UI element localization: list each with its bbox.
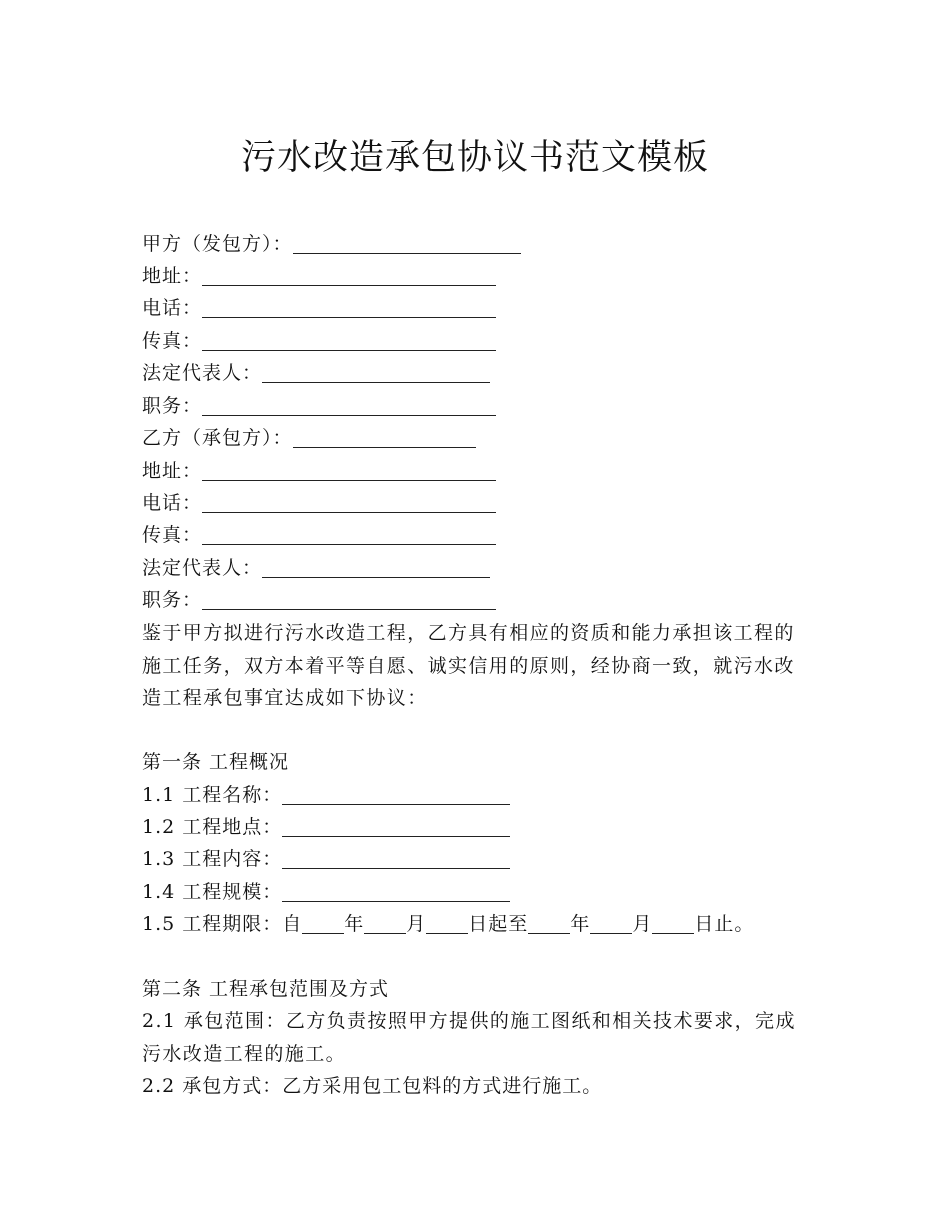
- party-a-fax-blank[interactable]: [202, 328, 496, 351]
- project-location-blank[interactable]: [282, 814, 510, 837]
- article-2-heading: 第二条 工程承包范围及方式: [142, 978, 390, 1000]
- article-2-item-2: 2.2 承包方式：乙方采用包工包料的方式进行施工。: [142, 1075, 603, 1097]
- party-a-address-blank[interactable]: [202, 263, 496, 286]
- start-year-label: 年: [344, 913, 365, 935]
- party-b-rep-label: 法定代表人：: [142, 557, 263, 579]
- end-day-blank[interactable]: [652, 911, 694, 934]
- end-day-label: 日止。: [694, 913, 755, 935]
- party-a-name-line: [142, 228, 521, 260]
- project-name-label: 1.1 工程名称：: [142, 784, 283, 806]
- party-b-fax-line: [142, 519, 496, 551]
- party-a-name-label: 甲方（发包方）：: [142, 233, 293, 255]
- article-1-item-2: [142, 811, 510, 843]
- party-a-fax-label: 传真：: [142, 330, 203, 352]
- article-1-item-3: [142, 843, 510, 875]
- project-name-blank[interactable]: [282, 782, 510, 805]
- party-a-phone-label: 电话：: [142, 297, 203, 319]
- project-scale-blank[interactable]: [282, 879, 510, 902]
- start-day-blank[interactable]: [426, 911, 468, 934]
- party-b-fax-blank[interactable]: [202, 522, 496, 545]
- party-a-name-blank[interactable]: [293, 231, 521, 254]
- project-content-label: 1.3 工程内容：: [142, 848, 283, 870]
- start-day-label: 日起至: [468, 913, 529, 935]
- project-scale-label: 1.4 工程规模：: [142, 881, 283, 903]
- preamble-paragraph: 鉴于甲方拟进行污水改造工程，乙方具有相应的资质和能力承担该工程的施工任务，双方本着平等自愿、诚实信用的原则，经协商一致，就污水改造工程承包事宜达成如下协议：: [142, 622, 795, 709]
- end-month-blank[interactable]: [590, 911, 632, 934]
- party-b-name-line: [142, 422, 476, 454]
- party-b-position-label: 职务：: [142, 589, 203, 611]
- article-1-item-5: [142, 908, 754, 940]
- party-a-address-label: 地址：: [142, 265, 203, 287]
- party-a-rep-line: [142, 357, 490, 389]
- party-a-fax-line: [142, 325, 496, 357]
- start-year-blank[interactable]: [302, 911, 344, 934]
- end-month-label: 月: [632, 913, 653, 935]
- party-b-rep-blank[interactable]: [262, 555, 490, 578]
- party-a-rep-label: 法定代表人：: [142, 362, 263, 384]
- party-b-fax-label: 传真：: [142, 524, 203, 546]
- party-a-rep-blank[interactable]: [262, 360, 490, 383]
- end-year-label: 年: [570, 913, 591, 935]
- party-b-name-label: 乙方（承包方）：: [142, 427, 293, 449]
- party-a-phone-blank[interactable]: [202, 295, 496, 318]
- party-a-position-label: 职务：: [142, 395, 203, 417]
- party-b-position-blank[interactable]: [202, 587, 496, 610]
- start-month-label: 月: [406, 913, 427, 935]
- start-month-blank[interactable]: [364, 911, 406, 934]
- article-1-item-1: [142, 779, 510, 811]
- party-b-address-label: 地址：: [142, 460, 203, 482]
- party-b-address-blank[interactable]: [202, 458, 496, 481]
- end-year-blank[interactable]: [528, 911, 570, 934]
- party-b-phone-label: 电话：: [142, 492, 203, 514]
- project-content-blank[interactable]: [282, 846, 510, 869]
- project-location-label: 1.2 工程地点：: [142, 816, 283, 838]
- party-b-address-line: [142, 455, 496, 487]
- article-1-item-4: [142, 876, 510, 908]
- party-b-rep-line: [142, 552, 490, 584]
- document-title: 污水改造承包协议书范文模板: [240, 138, 709, 178]
- party-a-address-line: [142, 260, 496, 292]
- article-2-item-1: 2.1 承包范围：乙方负责按照甲方提供的施工图纸和相关技术要求，完成污水改造工程的施工。: [142, 1010, 796, 1065]
- party-b-phone-line: [142, 487, 496, 519]
- party-b-name-blank[interactable]: [293, 425, 476, 448]
- party-b-phone-blank[interactable]: [202, 490, 496, 513]
- party-a-position-line: [142, 390, 496, 422]
- party-b-position-line: [142, 584, 496, 616]
- article-1-heading: 第一条 工程概况: [142, 751, 290, 773]
- party-a-phone-line: [142, 292, 496, 324]
- project-term-label: 1.5 工程期限：自: [142, 913, 303, 935]
- party-a-position-blank[interactable]: [202, 393, 496, 416]
